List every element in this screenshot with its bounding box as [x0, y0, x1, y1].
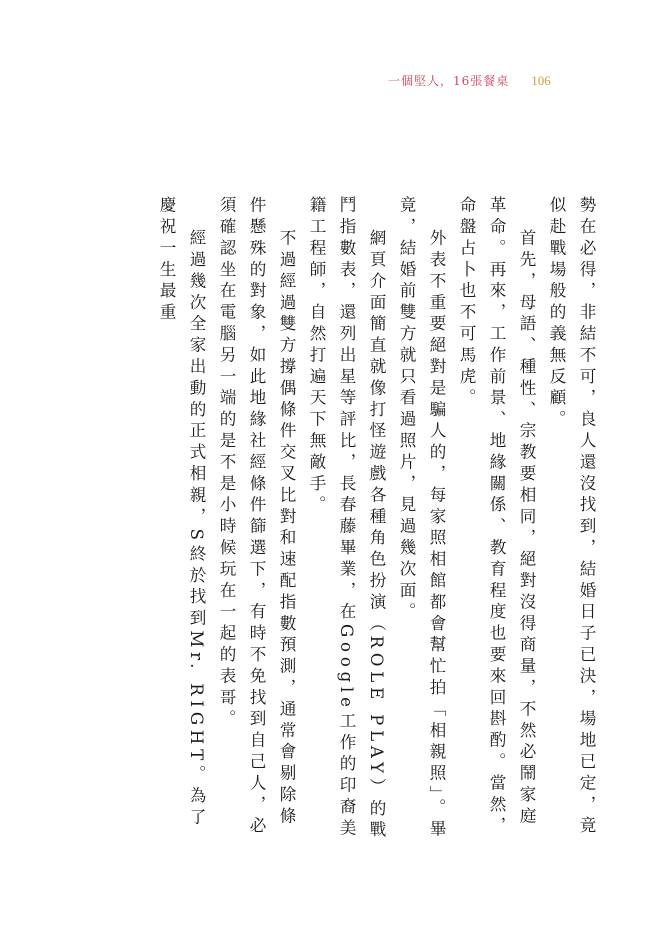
page-number: 106: [531, 73, 551, 88]
page-header: [388, 72, 551, 89]
paragraph-4: 網頁介面簡直就像打怪遊戲各種角色扮演（ROLE PLAY）的戰鬥指數表，還列出星等評比，長春藤畢業，在Google工作的印裔美籍工程師，自然打遍天下無敵手。: [307, 196, 386, 843]
paragraph-2: 首先，母語、種性、宗教要相同，絕對沒得商量，不然必鬧家庭革命。再來，工作前景、地緣關係、教育程度也要來回斟酌。當然，命盤占卜也不可馬虎。: [457, 196, 536, 838]
vertical-text-body: [151, 196, 601, 846]
running-title: 一個堅人，16張餐桌: [388, 74, 510, 88]
paragraph-6: 經過幾次全家出動的正式相親，S終於找到Mr. RIGHT。為了慶祝一生最重: [157, 196, 206, 830]
paragraph-1: 勢在必得，非結不可，良人還沒找到，結婚日子已決，場地已定，竟似赴戰場般的義無反顧。: [547, 196, 596, 838]
paragraph-3: 外表不重要絕對是騙人的，每家照相館都會幫忙拍「相親照」。畢竟，結婚前雙方就只看過照片，見過幾次面。: [397, 196, 446, 842]
paragraph-5: 不過經過雙方撐偶條件交叉比對和速配指數預測，通常會剔除條件懸殊的對象，如此地緣社經條件篩選下，有時不免找到自己人，必須確認坐在電腦另一端的是不是小時候玩在一起的表哥。: [217, 196, 296, 838]
